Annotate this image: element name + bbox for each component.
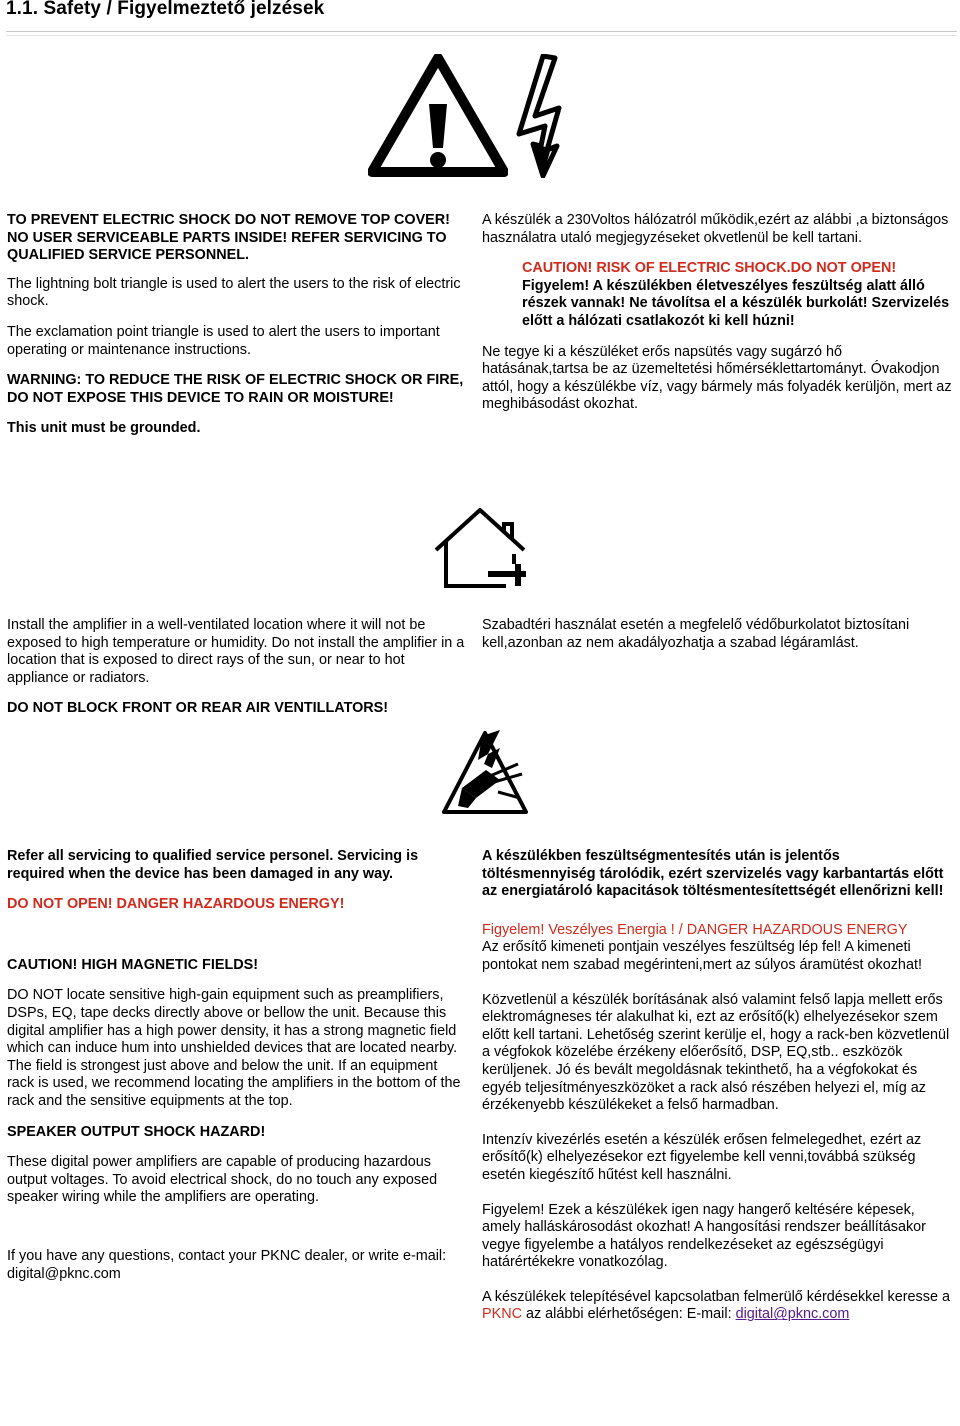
mains-note-hu: A készülék a 230Voltos hálózatról működik,ezért az alábbi ,a biztonságos használatra utaló megjegyzéseket okvetlenül be kell tartani. — [482, 212, 949, 246]
title-divider — [6, 31, 957, 32]
exclamation-explanation: The exclamation point triangle is used to alert the users to important operating or maintenance instructions. — [7, 323, 440, 358]
house-ventilation-icon — [432, 506, 530, 590]
contact-dealer-text: If you have any questions, contact your PKNC dealer, or write e-mail: digital@pknc.com — [7, 1247, 447, 1282]
contact-note-text-2: az alábbi elérhetőségen: E-mail: — [521, 1306, 736, 1323]
contact-note-text: A készülékek telepítésével kapcsolatban felmerülő kérdésekkel keresse a — [482, 1288, 950, 1305]
contact-note-hu — [482, 1289, 954, 1324]
heat-cooling-note-hu: Intenzív kivezérlés esetén a készülék erősen felmelegedhet, ezért az erősítő(k) elhelyezésekor ezt figyelembe kell venni,továbbá szükség esetén kiegészítő hűtést kell használni. — [482, 1131, 922, 1183]
title-divider-shadow — [6, 35, 957, 36]
danger-energy-warning: DO NOT OPEN! DANGER HAZARDOUS ENERGY! — [7, 896, 345, 913]
air-ventillators-warning: DO NOT BLOCK FRONT OR REAR AIR VENTILLATORS! — [7, 700, 389, 717]
danger-energy-heading-hu: Figyelem! Veszélyes Energia ! / DANGER HAZARDOUS ENERGY — [482, 921, 908, 938]
outdoor-use-note-hu: Szabadtéri használat esetén a megfelelő védőburkolatot biztosítani kell,azonban az nem akadályozhatja a szabad légáramlást. — [482, 617, 910, 651]
email-link[interactable]: digital@pknc.com — [735, 1306, 850, 1323]
magnetic-fields-text: DO NOT locate sensitive high-gain equipment such as preamplifiers, DSPs, EQ, tape decks directly above or bellow the unit. Because this digital amplifier has a high power density, it has a strong magnetic field which can induce hum into unshielded devices that are located nearby. The field is strongest just above and below the unit. If an equipment rack is used, we recommend locating the amplifiers in the bottom of the rack and the sensitive equipments at the top. — [7, 987, 461, 1109]
speaker-shock-text: These digital power amplifiers are capable of producing hazardous output voltages. To avoid electrical shock, do no touch any exposed speaker wiring while the amplifiers are operating. — [7, 1154, 438, 1206]
servicing-note: Refer all servicing to qualified service personel. Servicing is required when the device has been damaged in any way. — [7, 848, 419, 882]
speaker-shock-heading: SPEAKER OUTPUT SHOCK HAZARD! — [7, 1123, 266, 1140]
speaker-shock-hazard-icon — [440, 728, 530, 816]
output-voltage-note-hu: Az erősítő kimeneti pontjain veszélyes feszültség lép fel! A kimeneti pontokat nem szabad megérinteni,mert az súlyos áramütést okozhat! — [482, 939, 922, 973]
page-title: 1.1. Safety / Figyelmeztető jelzések — [6, 0, 325, 19]
lightning-bolt-icon — [515, 54, 577, 178]
caution-shock-text: CAUTION! RISK OF ELECTRIC SHOCK.DO NOT OPEN! — [522, 260, 897, 277]
magnetic-field-note-hu: Közvetlenül a készülék borításának alsó valamint felső lapja mellett erős elektromágneses tér alakulhat ki, ezt az erősítő(k) elhelyezésekor szem előtt kell tartani. Lehetőség szerint kerülje el, hogy a rack-ben közvetlenül a végfokok közelébe érzékeny előerősítő, DSP, EQ,stb.. eszközök kerüljenek. Jó és bevált megoldásnak tekinthető, ha a végfokokat és egyéb teljesítményeszközöket a rack alsó részében helyezi el, míg az érzékenyebb készülékeket a felső harmadban. — [482, 991, 950, 1114]
exclamation-triangle-icon — [368, 54, 508, 178]
ventilation-install-text: Install the amplifier in a well-ventilated location where it will not be exposed to high temperature or humidity. Do not install the amplifier in a location that is exposed to direct rays of the sun, or near to hot appliance or radiators. — [7, 617, 465, 686]
shock-warning-text: TO PREVENT ELECTRIC SHOCK DO NOT REMOVE TOP COVER! NO USER SERVICEABLE PARTS INSIDE! REFER SERVICING TO QUALIFIED SERVICE PERSONNEL. — [7, 212, 450, 264]
figyelem-shock-text: Figyelem! A készülékben életveszélyes feszültség alatt álló részek vannak! Ne távolítsa el a készülék burkolát! Szervizelés előtt a hálózati csatlakozót ki kell húzni! — [522, 277, 950, 329]
lightning-explanation: The lightning bolt triangle is used to alert the users to the risk of electric shock. — [7, 275, 461, 310]
grounded-note: This unit must be grounded. — [7, 420, 201, 437]
rain-moisture-warning: WARNING: TO REDUCE THE RISK OF ELECTRIC SHOCK OR FIRE, DO NOT EXPOSE THIS DEVICE TO RAIN OR MOISTURE! — [7, 372, 464, 406]
hearing-damage-note-hu: Figyelem! Ezek a készülékek igen nagy hangerő keltésére képesek, amely halláskárosodást okozhat! A hangosítási rendszer beállításakor vegye figyelembe a hatályos rendelkezéseket az egészségügyi határértékekre vonatkozólag. — [482, 1201, 926, 1271]
magnetic-fields-heading: CAUTION! HIGH MAGNETIC FIELDS! — [7, 956, 259, 973]
pknc-name: PKNC — [482, 1306, 522, 1323]
capacitor-discharge-note-hu: A készülékben feszültségmentesítés után is jelentős töltésmennyiség tárolódik, ezért szervizelés vagy karbantartás előtt az energiatároló kapacitások töltésmentesítettségét ellenőrizni kell! — [482, 848, 944, 900]
sunlight-water-note-hu: Ne tegye ki a készüléket erős napsütés vagy sugárzó hő hatásának,tartsa be az üzemeltetési hőmérséklettartományt. Óvakodjon attól, hogy a készülékbe víz, vagy bármely más folyadék kerüljön, mert az meghibásodást okozhat. — [482, 343, 952, 413]
